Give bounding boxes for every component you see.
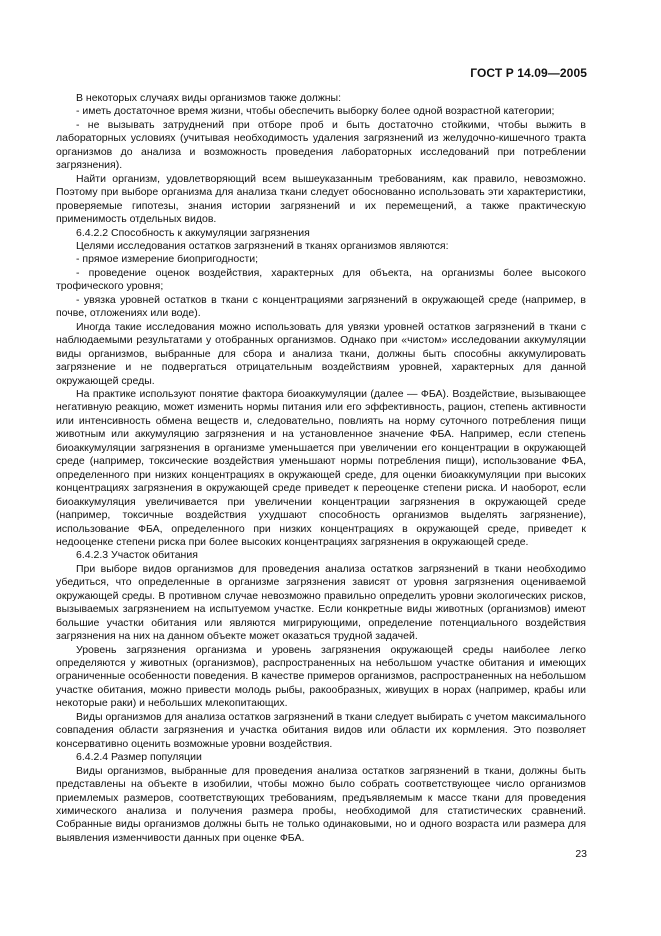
paragraph: Уровень загрязнения организма и уровень загрязнения окружающей среды наиболее легко определяются у животных (организмов), распространенных на небольшом участке обитания и имеющих ограниченные особенности поведения. В качестве примеров организмов, распространенных на небольшом участке обитания, можно привести молодь рыбы, ракообразных, живущих в норах (например, крабы или некоторые раки) и небольших млекопитающих.	[56, 643, 586, 710]
paragraph: Найти организм, удовлетворяющий всем вышеуказанным требованиям, как правило, невозможно. Поэтому при выборе организма для анализа ткани следует обоснованно использовать эти характеристики, проверяемые гипотезы, знания истории загрязнений и их перемещений, а также практическую применимость отдельных видов.	[56, 172, 586, 226]
paragraph: Целями исследования остатков загрязнений в тканях организмов являются:	[76, 239, 449, 252]
list-item: - не вызывать затруднений при отборе проб и быть достаточно стойкими, чтобы выжить в лабораторных условиях (учитывая необходимость удаления загрязнений из желудочно-кишечного тракта организмов до анализа и возможность проведения лабораторных исследований при потреблении загрязнения).	[56, 118, 586, 172]
list-item: - увязка уровней остатков в ткани с концентрациями загрязнений в окружающей среде (например, в почве, отложениях или воде).	[56, 293, 586, 320]
document-body	[56, 92, 586, 845]
list-item: - прямое измерение биопригодности;	[76, 253, 259, 266]
page-number: 23	[575, 848, 587, 860]
section-heading: 6.4.2.4 Размер популяции	[76, 751, 202, 764]
list-item: - проведение оценок воздействия, характерных для объекта, на организмы более высокого трофического уровня;	[56, 266, 586, 293]
paragraph: При выборе видов организмов для проведения анализа остатков загрязнений в ткани необходимо убедиться, что определенные в организме загрязнения зависят от уровня загрязнения оцениваемой окружающей среды. В противном случае невозможно правильно определить уровни экологических рисков, вызываемых загрязнением на испытуемом участке. Если конкретные виды животных (организмов) имеют большие участки обитания или являются мигрирующими, определение потенциального воздействия загрязнения на них на данном объекте может оказаться трудной задачей.	[56, 562, 586, 643]
document-header: ГОСТ Р 14.09—2005	[470, 66, 587, 80]
section-heading: 6.4.2.3 Участок обитания	[76, 549, 198, 562]
paragraph: Виды организмов для анализа остатков загрязнений в ткани следует выбирать с учетом максимального совпадения области загрязнения и участка обитания видов или области их кормления. Это позволяет консервативно оценить возможные уровни воздействия.	[56, 710, 586, 750]
paragraph: Виды организмов, выбранные для проведения анализа остатков загрязнений в ткани, должны быть представлены на объекте в изобилии, чтобы можно было собрать соответствующее число организмов приемлемых размеров, соответствующих требованиям, предъявляемым к массе ткани для проведения химического анализа и получения размера пробы, необходимой для статистических сравнений. Собранные виды организмов должны быть не только одинаковыми, но и одного возраста или размера для выявления изменчивости данных при оценке ФБА.	[56, 764, 586, 844]
section-heading: 6.4.2.2 Способность к аккумуляции загрязнения	[76, 226, 310, 239]
paragraph: Иногда такие исследования можно использовать для увязки уровней остатков загрязнений в ткани с наблюдаемыми результатами у отобранных организмов. Однако при «чистом» исследовании аккумуляции виды организмов, выбранные для сбора и анализа ткани, должны быть способны аккумулировать загрязнение и не подвергаться отрицательным воздействиям уровней, характерных для данной окружающей среды.	[56, 320, 586, 387]
paragraph: На практике используют понятие фактора биоаккумуляции (далее — ФБА). Воздействие, вызывающее негативную реакцию, может изменить нормы питания или его эффективность, рацион, степень активности или интенсивность обмена веществ и, следовательно, повлиять на норму суточного потребления пищи животным или аккумуляцию загрязнения и на установленное значение ФБА. Например, если степень биоаккумуляции загрязнения в организме уменьшается при увеличении его концентрации в окружающей среде (например, токсические воздействия уменьшают нормы потребления пищи), использование ФБА, определенного при низких концентрациях в окружающей среде, для оценки биоаккумуляции при высоких концентрациях загрязнения в окружающей среде приведет к переоценке степени риска. И наоборот, если биоаккумуляция увеличивается при увеличении концентрации загрязнения в окружающей среде (например, токсичные воздействия ухудшают способность организмов выделять загрязнение), использование ФБА, определенного при низких концентрациях в окружающей среде, приведет к недооценке степени риска при более высоких концентрациях загрязнения в окружающей среде.	[56, 387, 586, 548]
list-item: - иметь достаточное время жизни, чтобы обеспечить выборку более одной возрастной категории;	[76, 105, 555, 118]
paragraph: В некоторых случаях виды организмов также должны:	[76, 92, 341, 104]
